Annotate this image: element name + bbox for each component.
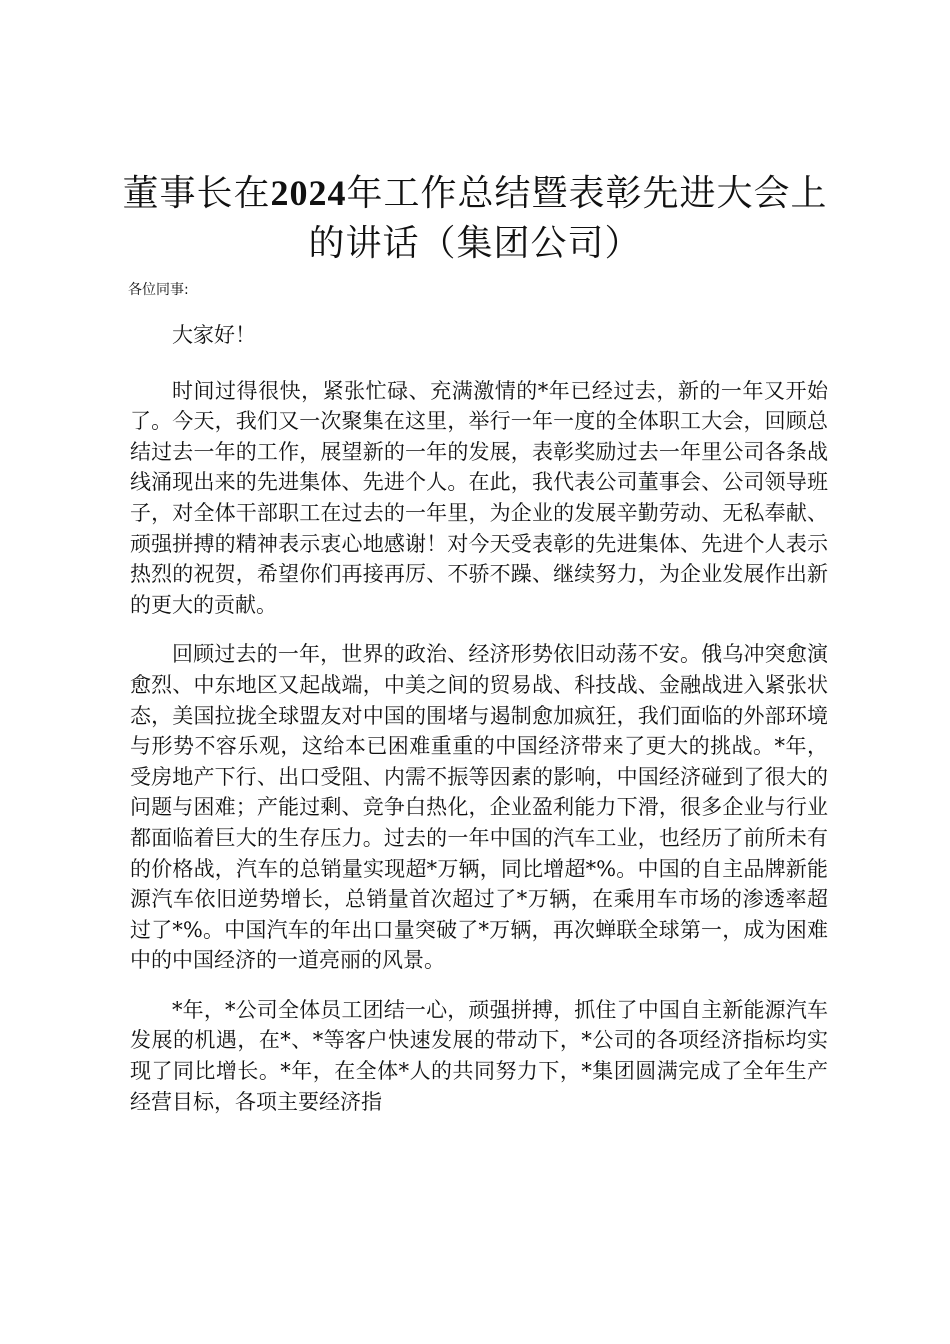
paragraph: 回顾过去的一年，世界的政治、经济形势依旧动荡不安。俄乌冲突愈演愈烈、中东地区又起战端，中美之间的贸易战、科技战、金融战进入紧张状态，美国拉拢全球盟友对中国的围堵与遏制愈加疯狂，我们面临的外部环境与形势不容乐观，这给本已困难重重的中国经济带来了更大的挑战。*年，受房地产下行、出口受阻、内需不振等因素的影响，中国经济碰到了很大的问题与困难；产能过剩、竞争白热化，企业盈利能力下滑，很多企业与行业都面临着巨大的生存压力。过去的一年中国的汽车工业，也经历了前所未有的价格战，汽车的总销量实现超*万辆，同比增超*%。中国的自主品牌新能源汽车依旧逆势增长，总销量首次超过了*万辆，在乘用车市场的渗透率超过了*%。中国汽车的年出口量突破了*万辆，再次蝉联全球第一，成为困难中的中国经济的一道亮丽的风景。 [130,642,828,973]
paragraph: *年，*公司全体员工团结一心，顽强拼搏，抓住了中国自主新能源汽车发展的机遇，在*、*等客户快速发展的带动下，*公司的各项经济指标均实现了同比增长。*年，在全体*人的共同努力下，*集团圆满完成了全年生产经营目标，各项主要经济指 [130,997,828,1114]
greeting: 大家好！ [172,323,256,347]
title-suffix: 年工作总结暨表彰先进大会上的讲话（集团公司） [308,173,828,264]
title-prefix: 董事长在 [122,173,271,214]
paragraph: 时间过得很快，紧张忙碌、充满激情的*年已经过去，新的一年又开始了。今天，我们又一次聚集在这里，举行一年一度的全体职工大会，回顾总结过去一年的工作，展望新的一年的发展，表彰奖励过去一年里公司各条战线涌现出来的先进集体、先进个人。在此，我代表公司董事会、公司领导班子，对全体干部职工在过去的一年里，为企业的发展辛勤劳动、无私奉献、顽强拼搏的精神表示衷心地感谢！对今天受表彰的先进集体、先进个人表示热烈的祝贺，希望你们再接再厉、不骄不躁、继续努力，为企业发展作出新的更大的贡献。 [130,378,828,617]
document-body [130,320,828,1136]
title-year: 2024 [270,173,347,213]
document-title [120,168,830,269]
salutation: 各位同事: [128,282,189,298]
